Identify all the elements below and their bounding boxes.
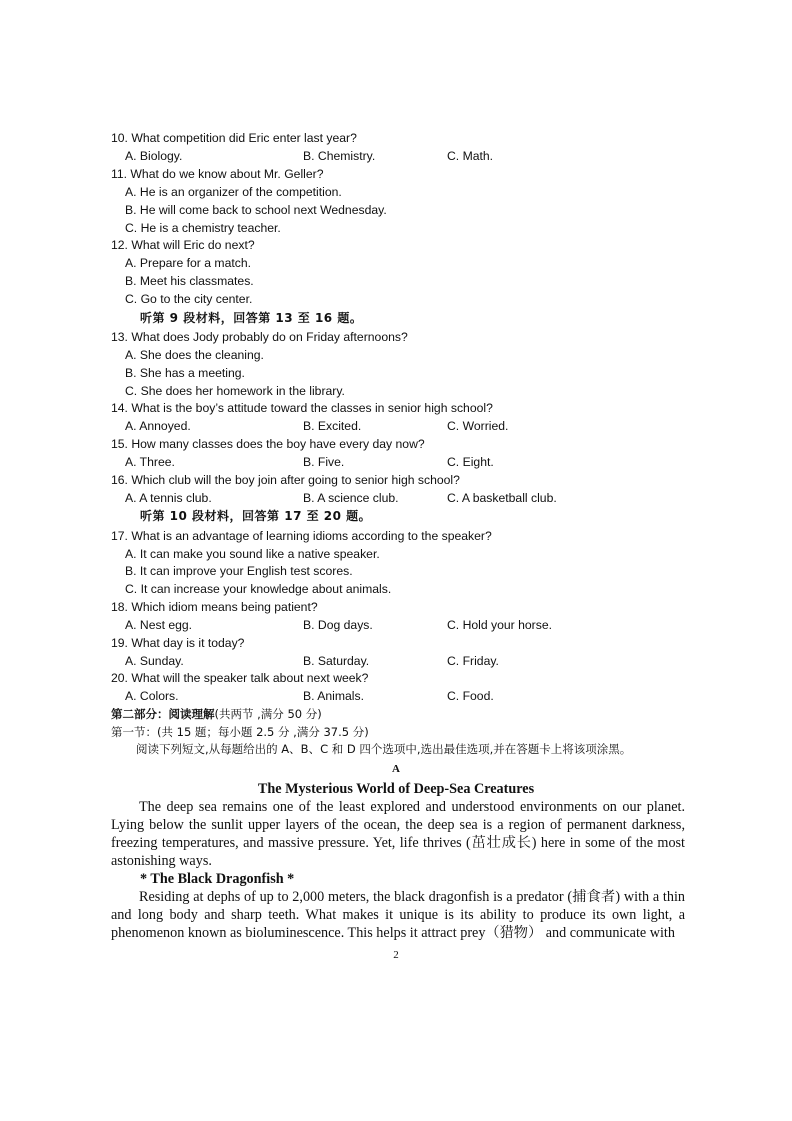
section-one-heading: 第一节：(共 15 题；每小题 2.5 分 ,满分 37.5 分) bbox=[111, 725, 369, 739]
section-heading-10: 听第 10 段材料，回答第 17 至 20 题。 bbox=[140, 509, 372, 523]
question-16: 16. Which club will the boy join after going to senior high school? bbox=[111, 473, 460, 487]
question-18: 18. Which idiom means being patient? bbox=[111, 600, 318, 614]
question-10: 10. What competition did Eric enter last year? bbox=[111, 131, 357, 145]
option-b: B. Animals. bbox=[303, 689, 364, 703]
option-b: B. Chemistry. bbox=[303, 149, 376, 163]
question-12: 12. What will Eric do next? bbox=[111, 238, 255, 252]
part-two-title: 第二部分：阅读理解 bbox=[111, 707, 215, 721]
question-13: 13. What does Jody probably do on Friday afternoons? bbox=[111, 330, 408, 344]
part-two-note: (共两节 ,满分 50 分) bbox=[214, 707, 322, 721]
part-two-heading bbox=[111, 705, 322, 723]
question-20: 20. What will the speaker talk about next week? bbox=[111, 671, 369, 685]
section-heading-9: 听第 9 段材料，回答第 13 至 16 题。 bbox=[140, 311, 363, 325]
passage-paragraph-2: Residing at dephs of up to 2,000 meters, the black dragonfish is a predator (捕食者) with a thin and long body and sharp teeth. What makes it unique is its ability to produce its own light, a phenomenon known as bioluminescence. This helps it attract prey（猎物） and communicate with bbox=[111, 889, 685, 941]
option-c: C. It can increase your knowledge about animals. bbox=[125, 582, 392, 596]
option-a: A. Sunday. bbox=[125, 654, 184, 668]
option-c: C. Food. bbox=[447, 689, 494, 703]
option-b: B. It can improve your English test scores. bbox=[125, 564, 353, 578]
option-b: B. Five. bbox=[303, 455, 345, 469]
question-15: 15. How many classes does the boy have every day now? bbox=[111, 437, 425, 451]
option-a: A. Prepare for a match. bbox=[125, 256, 251, 270]
option-b: B. He will come back to school next Wednesday. bbox=[125, 203, 387, 217]
question-11: 11. What do we know about Mr. Geller? bbox=[111, 167, 324, 181]
option-b: B. Saturday. bbox=[303, 654, 370, 668]
passage-title: The Mysterious World of Deep-Sea Creatures bbox=[257, 781, 535, 797]
option-b: B. A science club. bbox=[303, 491, 399, 505]
option-c: C. Go to the city center. bbox=[125, 292, 253, 306]
option-a: A. It can make you sound like a native speaker. bbox=[125, 547, 380, 561]
option-b: B. Excited. bbox=[303, 419, 362, 433]
option-a: A. Three. bbox=[125, 455, 175, 469]
option-c: C. Worried. bbox=[447, 419, 509, 433]
option-a: A. He is an organizer of the competition. bbox=[125, 185, 342, 199]
option-b: B. Meet his classmates. bbox=[125, 274, 254, 288]
passage-paragraph-1: The deep sea remains one of the least explored and understood environments on our planet. Lying below the sunlit upper layers of the ocean, the deep sea is a region of permanent darkness, freezing temperatures, and massive pressure. Yet, life thrives (茁壮成长) here in some of the most astonishing ways. bbox=[111, 799, 685, 869]
question-17: 17. What is an advantage of learning idioms according to the speaker? bbox=[111, 529, 492, 543]
question-19: 19. What day is it today? bbox=[111, 636, 245, 650]
option-a: A. Biology. bbox=[125, 149, 183, 163]
option-c: C. A basketball club. bbox=[447, 491, 557, 505]
option-c: C. Friday. bbox=[447, 654, 499, 668]
option-a: A. A tennis club. bbox=[125, 491, 212, 505]
option-a: A. Nest egg. bbox=[125, 618, 193, 632]
question-14: 14. What is the boy’s attitude toward the classes in senior high school? bbox=[111, 401, 493, 415]
option-c: C. Hold your horse. bbox=[447, 618, 552, 632]
reading-instructions: 阅读下列短文,从每题给出的 A、B、C 和 D 四个选项中,选出最佳选项,并在答题卡上将该项涂黑。 bbox=[136, 742, 632, 756]
passage-letter: A bbox=[392, 763, 400, 775]
option-c: C. He is a chemistry teacher. bbox=[125, 221, 281, 235]
option-a: A. She does the cleaning. bbox=[125, 348, 264, 362]
option-a: A. Colors. bbox=[125, 689, 179, 703]
option-c: C. Eight. bbox=[447, 455, 494, 469]
page-number: 2 bbox=[393, 949, 399, 961]
option-b: B. She has a meeting. bbox=[125, 366, 245, 380]
option-c: C. She does her homework in the library. bbox=[125, 384, 345, 398]
option-c: C. Math. bbox=[447, 149, 494, 163]
passage-subheading: * The Black Dragonfish * bbox=[140, 871, 295, 887]
option-a: A. Annoyed. bbox=[125, 419, 191, 433]
option-b: B. Dog days. bbox=[303, 618, 373, 632]
